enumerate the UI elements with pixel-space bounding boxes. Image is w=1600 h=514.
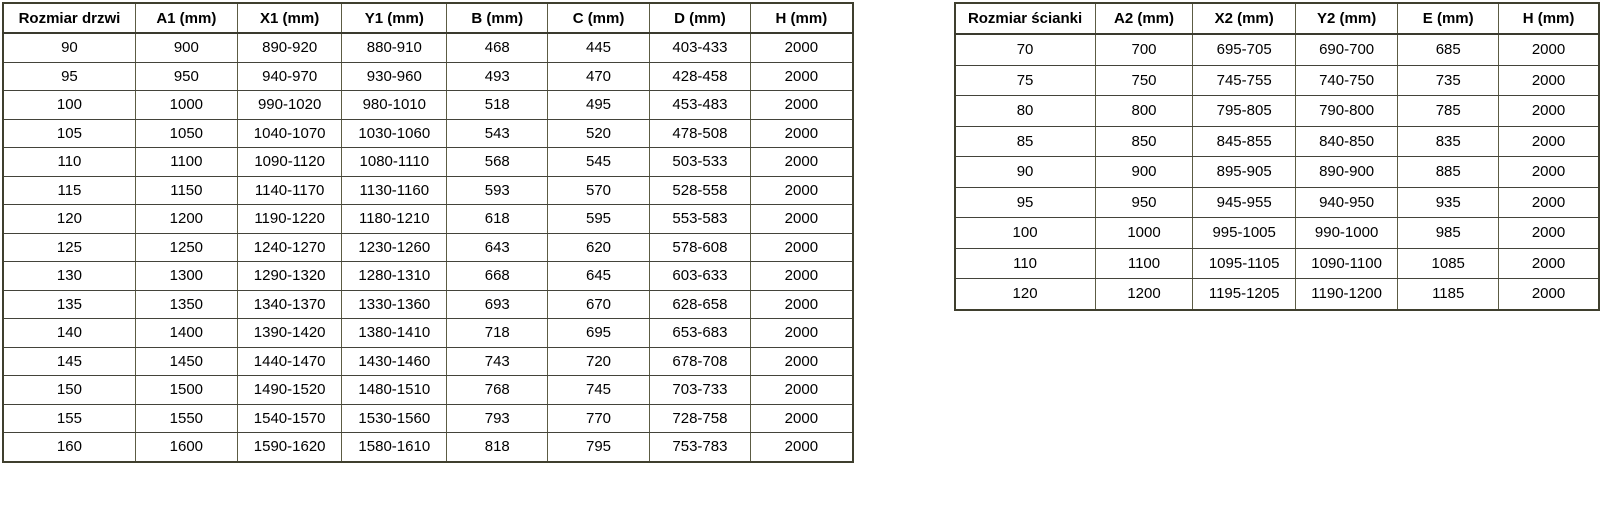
table-row xyxy=(955,34,1599,65)
cell: 1380-1410 xyxy=(342,319,447,348)
cell: 1190-1220 xyxy=(237,205,342,234)
table-row xyxy=(3,347,853,376)
cell: 1090-1100 xyxy=(1295,248,1397,279)
cell: 643 xyxy=(447,233,548,262)
cell: 1050 xyxy=(135,119,237,148)
cell: 1480-1510 xyxy=(342,376,447,405)
cell: 1100 xyxy=(1095,248,1193,279)
cell: 2000 xyxy=(1499,65,1599,96)
table-row xyxy=(955,248,1599,279)
cell: 1440-1470 xyxy=(237,347,342,376)
cell: 950 xyxy=(1095,187,1193,218)
cell: 2000 xyxy=(751,404,853,433)
cell: 2000 xyxy=(1499,279,1599,310)
cell: 2000 xyxy=(751,290,853,319)
cell: 593 xyxy=(447,176,548,205)
cell: 940-970 xyxy=(237,62,342,91)
cell: 2000 xyxy=(751,205,853,234)
cell: 885 xyxy=(1398,157,1499,188)
column-header: X2 (mm) xyxy=(1193,3,1295,34)
cell: 1150 xyxy=(135,176,237,205)
cell: 1240-1270 xyxy=(237,233,342,262)
cell: 795-805 xyxy=(1193,96,1295,127)
cell: 1550 xyxy=(135,404,237,433)
cell: 545 xyxy=(548,148,649,177)
cell: 795 xyxy=(548,433,649,462)
cell: 125 xyxy=(3,233,135,262)
cell: 145 xyxy=(3,347,135,376)
cell: 685 xyxy=(1398,34,1499,65)
column-header: X1 (mm) xyxy=(237,3,342,33)
cell: 835 xyxy=(1398,126,1499,157)
cell: 695-705 xyxy=(1193,34,1295,65)
cell: 1190-1200 xyxy=(1295,279,1397,310)
cell: 1290-1320 xyxy=(237,262,342,291)
cell: 115 xyxy=(3,176,135,205)
cell: 543 xyxy=(447,119,548,148)
cell: 690-700 xyxy=(1295,34,1397,65)
cell: 1390-1420 xyxy=(237,319,342,348)
column-header: Rozmiar ścianki xyxy=(955,3,1096,34)
cell: 990-1020 xyxy=(237,91,342,120)
cell: 1095-1105 xyxy=(1193,248,1295,279)
cell: 793 xyxy=(447,404,548,433)
cell: 1450 xyxy=(135,347,237,376)
cell: 95 xyxy=(3,62,135,91)
cell: 403-433 xyxy=(649,33,751,62)
cell: 735 xyxy=(1398,65,1499,96)
cell: 1030-1060 xyxy=(342,119,447,148)
table-row xyxy=(3,119,853,148)
cell: 95 xyxy=(955,187,1096,218)
cell: 980-1010 xyxy=(342,91,447,120)
cell: 2000 xyxy=(751,148,853,177)
cell: 850 xyxy=(1095,126,1193,157)
column-header: H (mm) xyxy=(1499,3,1599,34)
table-row xyxy=(955,65,1599,96)
cell: 935 xyxy=(1398,187,1499,218)
table-row xyxy=(3,376,853,405)
cell: 445 xyxy=(548,33,649,62)
cell: 818 xyxy=(447,433,548,462)
cell: 110 xyxy=(955,248,1096,279)
cell: 1040-1070 xyxy=(237,119,342,148)
cell: 2000 xyxy=(751,319,853,348)
cell: 2000 xyxy=(751,347,853,376)
cell: 840-850 xyxy=(1295,126,1397,157)
cell: 890-900 xyxy=(1295,157,1397,188)
table-row xyxy=(3,148,853,177)
cell: 468 xyxy=(447,33,548,62)
cell: 528-558 xyxy=(649,176,751,205)
cell: 1600 xyxy=(135,433,237,462)
cell: 720 xyxy=(548,347,649,376)
cell: 2000 xyxy=(751,62,853,91)
cell: 2000 xyxy=(751,176,853,205)
table-row xyxy=(955,279,1599,310)
cell: 2000 xyxy=(751,91,853,120)
cell: 1350 xyxy=(135,290,237,319)
cell: 890-920 xyxy=(237,33,342,62)
cell: 478-508 xyxy=(649,119,751,148)
table-row xyxy=(3,205,853,234)
header-row xyxy=(955,3,1599,34)
cell: 2000 xyxy=(1499,96,1599,127)
cell: 1100 xyxy=(135,148,237,177)
cell: 1400 xyxy=(135,319,237,348)
cell: 110 xyxy=(3,148,135,177)
cell: 740-750 xyxy=(1295,65,1397,96)
cell: 160 xyxy=(3,433,135,462)
cell: 1085 xyxy=(1398,248,1499,279)
cell: 728-758 xyxy=(649,404,751,433)
cell: 130 xyxy=(3,262,135,291)
cell: 1530-1560 xyxy=(342,404,447,433)
cell: 495 xyxy=(548,91,649,120)
cell: 100 xyxy=(3,91,135,120)
cell: 1540-1570 xyxy=(237,404,342,433)
cell: 2000 xyxy=(1499,34,1599,65)
cell: 595 xyxy=(548,205,649,234)
cell: 2000 xyxy=(751,433,853,462)
column-header: Rozmiar drzwi xyxy=(3,3,135,33)
cell: 900 xyxy=(1095,157,1193,188)
cell: 1500 xyxy=(135,376,237,405)
cell: 2000 xyxy=(1499,218,1599,249)
cell: 1200 xyxy=(1095,279,1193,310)
cell: 150 xyxy=(3,376,135,405)
table-row xyxy=(955,157,1599,188)
cell: 428-458 xyxy=(649,62,751,91)
table-row xyxy=(955,96,1599,127)
cell: 695 xyxy=(548,319,649,348)
cell: 90 xyxy=(3,33,135,62)
cell: 453-483 xyxy=(649,91,751,120)
cell: 553-583 xyxy=(649,205,751,234)
cell: 135 xyxy=(3,290,135,319)
cell: 670 xyxy=(548,290,649,319)
table-row xyxy=(3,62,853,91)
cell: 1330-1360 xyxy=(342,290,447,319)
cell: 1250 xyxy=(135,233,237,262)
cell: 995-1005 xyxy=(1193,218,1295,249)
cell: 1195-1205 xyxy=(1193,279,1295,310)
door-size-table xyxy=(2,2,854,463)
cell: 770 xyxy=(548,404,649,433)
cell: 1000 xyxy=(1095,218,1193,249)
column-header: H (mm) xyxy=(751,3,853,33)
cell: 895-905 xyxy=(1193,157,1295,188)
cell: 653-683 xyxy=(649,319,751,348)
table-row xyxy=(3,33,853,62)
cell: 745-755 xyxy=(1193,65,1295,96)
header-row xyxy=(3,3,853,33)
table-row xyxy=(3,290,853,319)
cell: 568 xyxy=(447,148,548,177)
cell: 518 xyxy=(447,91,548,120)
cell: 2000 xyxy=(1499,187,1599,218)
cell: 1340-1370 xyxy=(237,290,342,319)
cell: 105 xyxy=(3,119,135,148)
cell: 743 xyxy=(447,347,548,376)
cell: 628-658 xyxy=(649,290,751,319)
table-row xyxy=(3,91,853,120)
cell: 2000 xyxy=(1499,248,1599,279)
cell: 1200 xyxy=(135,205,237,234)
table-row xyxy=(3,262,853,291)
cell: 1280-1310 xyxy=(342,262,447,291)
cell: 1590-1620 xyxy=(237,433,342,462)
cell: 90 xyxy=(955,157,1096,188)
cell: 1130-1160 xyxy=(342,176,447,205)
column-header: B (mm) xyxy=(447,3,548,33)
cell: 703-733 xyxy=(649,376,751,405)
cell: 950 xyxy=(135,62,237,91)
cell: 718 xyxy=(447,319,548,348)
cell: 578-608 xyxy=(649,233,751,262)
cell: 990-1000 xyxy=(1295,218,1397,249)
cell: 2000 xyxy=(751,33,853,62)
cell: 750 xyxy=(1095,65,1193,96)
cell: 1000 xyxy=(135,91,237,120)
cell: 930-960 xyxy=(342,62,447,91)
cell: 1180-1210 xyxy=(342,205,447,234)
table-row xyxy=(3,404,853,433)
cell: 520 xyxy=(548,119,649,148)
cell: 75 xyxy=(955,65,1096,96)
wall-size-table xyxy=(954,2,1600,311)
cell: 1300 xyxy=(135,262,237,291)
cell: 493 xyxy=(447,62,548,91)
column-header: D (mm) xyxy=(649,3,751,33)
cell: 1140-1170 xyxy=(237,176,342,205)
cell: 618 xyxy=(447,205,548,234)
cell: 2000 xyxy=(1499,157,1599,188)
cell: 790-800 xyxy=(1295,96,1397,127)
table-row xyxy=(955,187,1599,218)
cell: 603-633 xyxy=(649,262,751,291)
cell: 1430-1460 xyxy=(342,347,447,376)
cell: 70 xyxy=(955,34,1096,65)
cell: 120 xyxy=(955,279,1096,310)
cell: 700 xyxy=(1095,34,1193,65)
cell: 470 xyxy=(548,62,649,91)
cell: 800 xyxy=(1095,96,1193,127)
table-row xyxy=(3,176,853,205)
cell: 2000 xyxy=(751,233,853,262)
cell: 1230-1260 xyxy=(342,233,447,262)
cell: 503-533 xyxy=(649,148,751,177)
cell: 900 xyxy=(135,33,237,62)
table-row xyxy=(3,433,853,462)
table-row xyxy=(3,319,853,348)
table-row xyxy=(955,126,1599,157)
table-row xyxy=(3,233,853,262)
table-row xyxy=(955,218,1599,249)
cell: 668 xyxy=(447,262,548,291)
cell: 845-855 xyxy=(1193,126,1295,157)
cell: 678-708 xyxy=(649,347,751,376)
column-header: Y2 (mm) xyxy=(1295,3,1397,34)
cell: 570 xyxy=(548,176,649,205)
cell: 1185 xyxy=(1398,279,1499,310)
column-header: E (mm) xyxy=(1398,3,1499,34)
cell: 140 xyxy=(3,319,135,348)
cell: 80 xyxy=(955,96,1096,127)
cell: 745 xyxy=(548,376,649,405)
cell: 945-955 xyxy=(1193,187,1295,218)
cell: 880-910 xyxy=(342,33,447,62)
cell: 620 xyxy=(548,233,649,262)
column-header: A2 (mm) xyxy=(1095,3,1193,34)
column-header: Y1 (mm) xyxy=(342,3,447,33)
cell: 693 xyxy=(447,290,548,319)
cell: 2000 xyxy=(751,119,853,148)
cell: 155 xyxy=(3,404,135,433)
cell: 120 xyxy=(3,205,135,234)
cell: 785 xyxy=(1398,96,1499,127)
cell: 1580-1610 xyxy=(342,433,447,462)
column-header: A1 (mm) xyxy=(135,3,237,33)
cell: 2000 xyxy=(751,262,853,291)
column-header: C (mm) xyxy=(548,3,649,33)
cell: 85 xyxy=(955,126,1096,157)
cell: 645 xyxy=(548,262,649,291)
cell: 1080-1110 xyxy=(342,148,447,177)
cell: 768 xyxy=(447,376,548,405)
cell: 1090-1120 xyxy=(237,148,342,177)
cell: 100 xyxy=(955,218,1096,249)
cell: 1490-1520 xyxy=(237,376,342,405)
cell: 985 xyxy=(1398,218,1499,249)
cell: 940-950 xyxy=(1295,187,1397,218)
cell: 753-783 xyxy=(649,433,751,462)
cell: 2000 xyxy=(1499,126,1599,157)
cell: 2000 xyxy=(751,376,853,405)
